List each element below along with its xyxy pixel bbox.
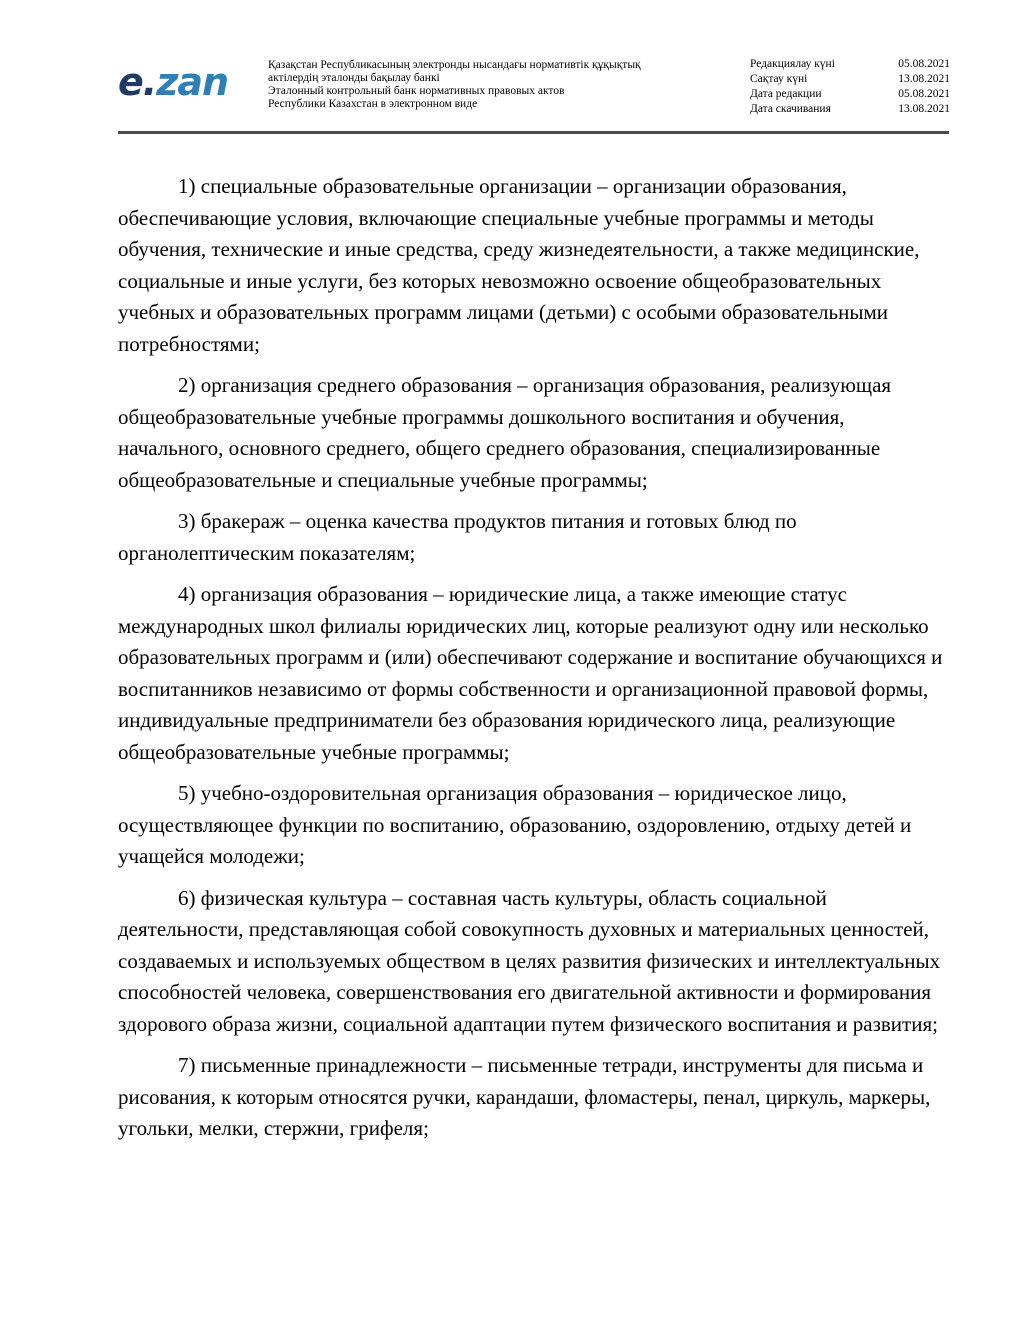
org-line: актілердің эталонды бақылау банкі bbox=[268, 72, 440, 84]
meta-row-edit-date-kz bbox=[750, 57, 950, 72]
logo-e: e bbox=[118, 60, 143, 104]
document-body bbox=[118, 171, 949, 1155]
organization-title bbox=[268, 59, 718, 111]
definition-paragraph: 6) физическая культура – составная часть культуры, область социальной деятельности, представляющая собой совокупность духовных и материальных ценностей, создаваемых и используемых обществом в целях развития физических и интеллектуальных способностей человека, совершенствования его двигательной активности и формирования здорового образа жизни, социальной адаптации путем физического воспитания и развития; bbox=[118, 885, 941, 1036]
meta-value: 13.08.2021 bbox=[898, 73, 950, 85]
meta-value: 13.08.2021 bbox=[898, 103, 950, 115]
definition-paragraph: 5) учебно-оздоровительная организация образования – юридическое лицо, осуществляющее функции по воспитанию, образованию, оздоровлению, отдыху детей и учащейся молодежи; bbox=[118, 781, 912, 868]
org-line: Эталонный контрольный банк нормативных правовых актов bbox=[268, 85, 565, 97]
org-line: Республики Казахстан в электронном виде bbox=[268, 98, 478, 110]
ezan-logo[interactable] bbox=[118, 60, 238, 104]
org-line: Қазақстан Республикасының электронды нысандағы нормативтік құқықтық bbox=[268, 59, 641, 71]
meta-label: Дата скачивания bbox=[750, 103, 831, 115]
logo-dot: . bbox=[142, 60, 157, 104]
definition-paragraph: 1) специальные образовательные организации – организации образования, обеспечивающие условия, включающие специальные учебные программы и методы обучения, технические и иные средства, среду жизнедеятельности, а также медицинские, социальные и иные услуги, без которых невозможно освоение общеобразовательных учебных и образовательных программ лицами (детьми) с особыми образовательными потребностями; bbox=[118, 174, 920, 356]
definition-paragraph: 4) организация образования – юридические лица, а также имеющие статус международных школ филиалы юридических лиц, которые реализуют одну или несколько образовательных программ и (или) обеспечивают содержание и воспитание обучающихся и воспитанников независимо от формы собственности и организационной правовой формы, индивидуальные предприниматели без образования юридического лица, реализующие общеобразовательные учебные программы; bbox=[118, 582, 943, 764]
meta-label: Редакциялау күні bbox=[750, 58, 835, 70]
document-header bbox=[118, 52, 949, 134]
document-dates bbox=[750, 57, 950, 117]
header-divider bbox=[118, 131, 949, 134]
meta-label: Сақтау күні bbox=[750, 73, 808, 85]
meta-row-save-date-kz bbox=[750, 72, 950, 87]
definition-paragraph: 3) бракераж – оценка качества продуктов питания и готовых блюд по органолептическим показателям; bbox=[118, 509, 797, 565]
meta-label: Дата редакции bbox=[750, 88, 822, 100]
definition-paragraph: 7) письменные принадлежности – письменные тетради, инструменты для письма и рисования, к которым относятся ручки, карандаши, фломастеры, пенал, циркуль, маркеры, угольки, мелки, стержни, грифеля; bbox=[118, 1053, 931, 1140]
meta-row-download-date-ru bbox=[750, 102, 950, 117]
logo-zan: zan bbox=[156, 60, 229, 104]
meta-value: 05.08.2021 bbox=[898, 88, 950, 100]
definition-paragraph: 2) организация среднего образования – организация образования, реализующая общеобразовательные учебные программы дошкольного воспитания и обучения, начального, основного среднего, общего среднего образования, специализированные общеобразовательные и специальные учебные программы; bbox=[118, 373, 892, 492]
meta-row-edit-date-ru bbox=[750, 87, 950, 102]
meta-value: 05.08.2021 bbox=[898, 58, 950, 70]
